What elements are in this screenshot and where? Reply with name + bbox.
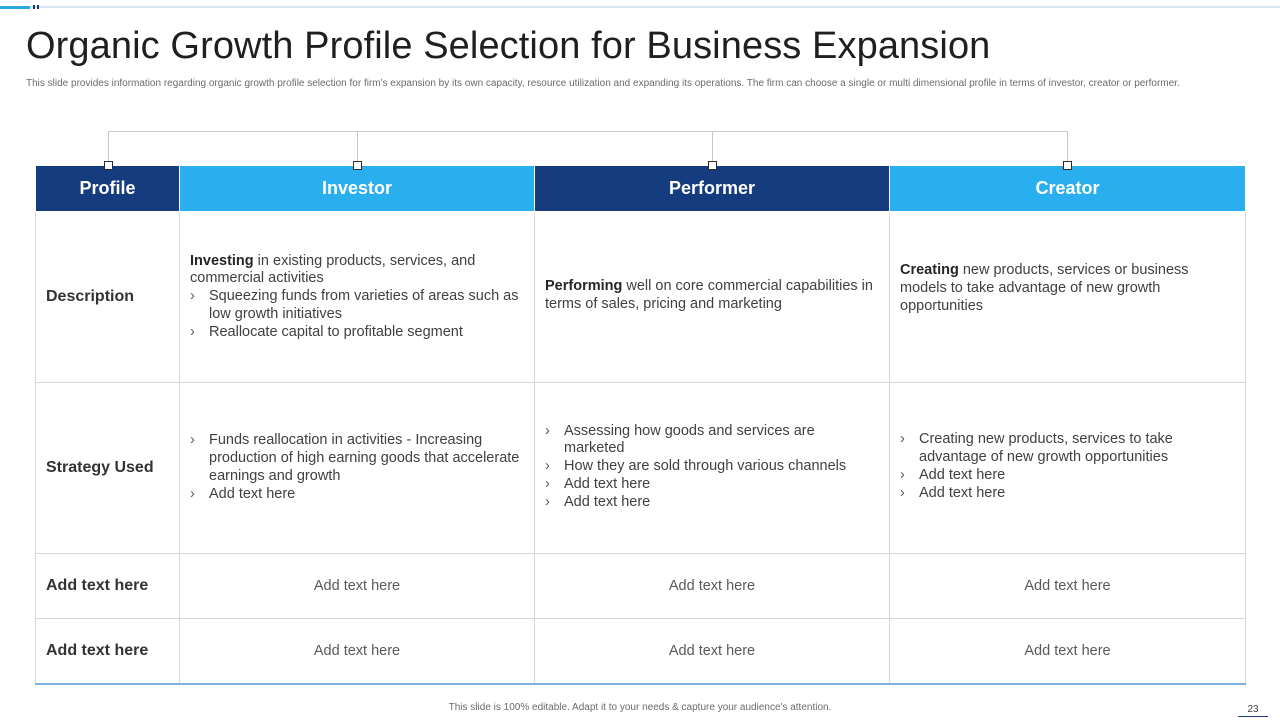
slide-subtitle: This slide provides information regarding organic growth profile selection for firm's expansion by its own capacity, resource utilization and expanding its operations. The firm can choose a single or multi dimensional profile in terms of investor, creator or performer. [26, 78, 1180, 89]
table-cell: Add text here [535, 554, 890, 619]
row-label-extra-1: Add text here [36, 554, 180, 619]
header-performer: Performer [535, 166, 890, 212]
list-item: › Add text here [545, 476, 861, 494]
table-cell: Add text here [890, 554, 1246, 619]
footer-note: This slide is 100% editable. Adapt it to your needs & capture your audience's attention. [448, 702, 832, 713]
profile-table [35, 165, 1246, 685]
list-item: › Squeezing funds from varieties of areas such as low growth initiatives [190, 288, 524, 324]
strategy-row [36, 383, 1246, 554]
header-profile: Profile [36, 166, 180, 212]
strategy-investor [180, 383, 535, 554]
table-cell: Add text here [890, 619, 1246, 684]
description-investor [180, 212, 535, 383]
connector-horizontal [108, 131, 1068, 132]
row-label-extra-2: Add text here [36, 619, 180, 684]
list-item: › Add text here [900, 467, 1217, 485]
table-row [36, 554, 1246, 619]
connector-creator [1067, 131, 1068, 164]
connector-node-performer [708, 161, 717, 170]
list-item: › Reallocate capital to profitable segment [190, 324, 524, 342]
description-investor-lead: Investing in existing products, services, and commercial activities [190, 252, 476, 287]
list-item: › Add text here [190, 486, 524, 504]
list-item: › Creating new products, services to take advantage of new growth opportunities [900, 431, 1217, 467]
connector-node-creator [1063, 161, 1072, 170]
connector-node-profile [104, 161, 113, 170]
header-investor: Investor [180, 166, 535, 212]
table-cell: Add text here [180, 554, 535, 619]
top-dots-decoration [33, 5, 39, 9]
list-item: › How they are sold through various channels [545, 458, 861, 476]
description-performer: Performing well on core commercial capabilities in terms of sales, pricing and marketing [535, 212, 890, 383]
connector-investor [357, 131, 358, 164]
row-label-description: Description [36, 212, 180, 383]
list-item: › Funds reallocation in activities - Increasing production of high earning goods that accelerate earnings and growth [190, 432, 524, 485]
top-rule-accent [0, 6, 30, 9]
page-number: 23 [1238, 704, 1268, 717]
list-item: › Add text here [900, 485, 1217, 503]
connector-performer [712, 131, 713, 164]
header-row [36, 166, 1246, 212]
strategy-performer [535, 383, 890, 554]
description-row [36, 212, 1246, 383]
list-item: › Add text here [545, 494, 861, 512]
connector-node-investor [353, 161, 362, 170]
connector-profile [108, 131, 109, 164]
row-label-strategy: Strategy Used [36, 383, 180, 554]
description-creator: Creating new products, services or business models to take advantage of new growth opportunities [890, 212, 1246, 383]
table-cell: Add text here [535, 619, 890, 684]
strategy-creator [890, 383, 1246, 554]
list-item: › Assessing how goods and services are marketed [545, 423, 861, 459]
top-rule [0, 6, 1280, 8]
slide-title: Organic Growth Profile Selection for Business Expansion [26, 25, 991, 67]
description-investor-bullets [190, 288, 524, 341]
table-cell: Add text here [180, 619, 535, 684]
table-row [36, 619, 1246, 684]
header-creator: Creator [890, 166, 1246, 212]
